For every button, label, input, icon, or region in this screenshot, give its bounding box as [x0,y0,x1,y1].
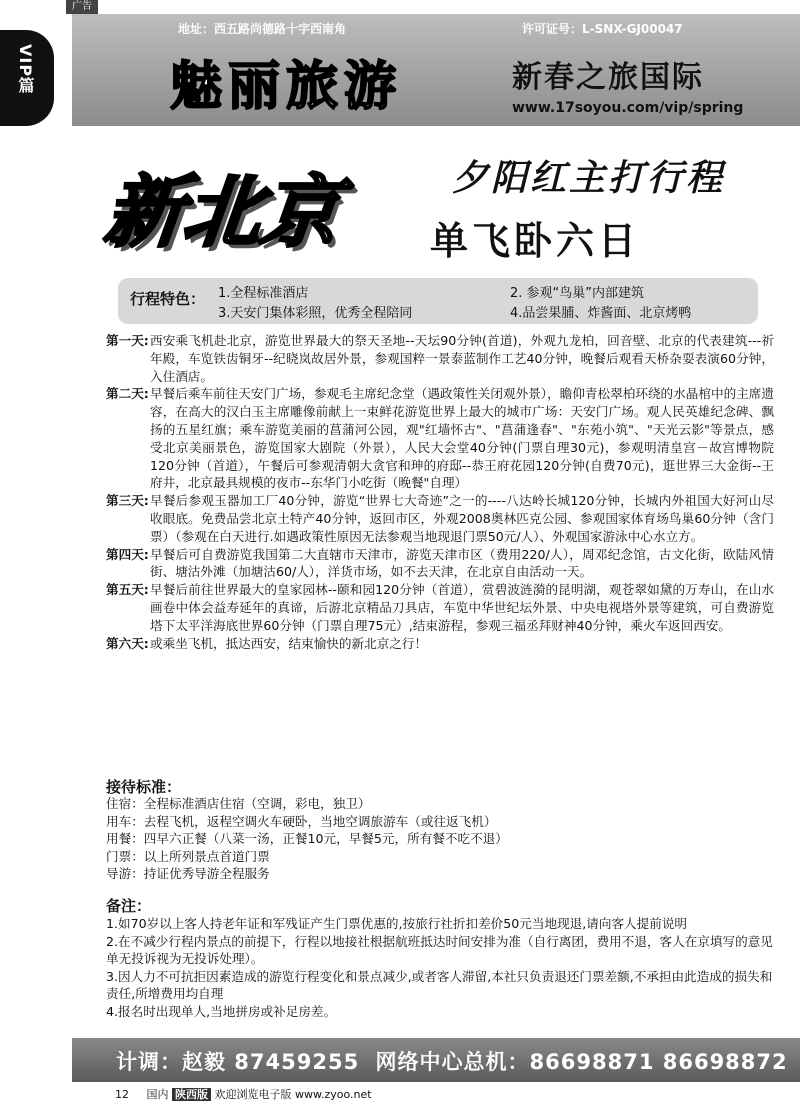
features-label: 行程特色： [130,290,206,308]
footer-edition: 陕西版 [172,1088,211,1101]
planner-contact: 计调：赵毅 87459255 [116,1050,360,1074]
vip-tab-label: VIP篇 [16,44,35,95]
ad-label: 广告 [66,0,98,14]
standard-item: 用车：去程飞机，返程空调火车硬卧，当地空调旅游车（或往返飞机） [106,813,497,829]
feature-item: 4.品尝果脯、炸酱面、北京烤鸭 [510,306,692,321]
standards-title: 接待标准： [106,778,182,796]
day-description: 早餐后参观玉器加工厂40分钟，游览“世界七大奇迹”之一的----八达岭长城120分钟，长城内外祖国大好河山尽收眼底。免费品尝北京土特产40分钟，返回市区，外观2008奥林匹克公园、参观国家体育场鸟巢60分钟（含门票）（参观在白天进行.如遇政策性原因无法参观当地现退门票50元/人）、外观国家游泳中心水立方。 [150,493,774,544]
itinerary-day [106,635,774,653]
itinerary-day [106,581,774,634]
note-item: 2.在不减少行程内景点的前提下，行程以地接社根据航班抵达时间安排为准（自行离团，费用不退，客人在京填写的意见单无投诉视为无投诉处理）。 [106,933,773,967]
standard-item: 门票：以上所列景点首道门票 [106,848,270,864]
note-item: 1.如70岁以上客人持老年证和军残证产生门票优惠的,按旅行社折扣差价50元当地现退,请向客人提前说明 [106,916,688,931]
notes-title: 备注： [106,897,152,915]
note-item: 4.报名时出现单人,当地拼房或补足房差。 [106,1003,337,1019]
itinerary-day [106,385,774,492]
day-description: 或乘坐飞机，抵达西安，结束愉快的新北京之行！ [150,635,428,651]
day-label: 第四天: [106,546,149,562]
footer-section: 国内 [146,1088,169,1101]
notes-list [106,915,776,1021]
day-description: 西安乘飞机赴北京，游览世界最大的祭天圣地--天坛90分钟(首道)，外观九龙柏，回音壁、北京的代表建筑---祈年殿，车览铁齿铜牙--纪晓岚故居外景，参观国粹一景泰蓝制作工艺40分钟，晚餐后观看天桥杂耍表演60分钟，入住酒店。 [150,333,774,384]
standard-item: 住宿：全程标准酒店住宿（空调，彩电，独卫） [106,796,371,811]
day-label: 第六天: [106,635,149,651]
contact-bar [72,1038,800,1082]
license-number: 许可证号：L-SNX-GJ00047 [522,22,683,36]
note-item: 3.因人力不可抗拒因素造成的游览行程变化和景点减少,或者客人滞留,本社只负责退还门票差额,不承担由此造成的损失和责任,所增费用均自理 [106,968,773,1002]
day-label: 第二天: [106,386,149,402]
day-label: 第三天: [106,493,149,509]
day-description: 早餐后前往世界最大的皇家园林--颐和园120分钟（首道），赏碧波涟漪的昆明湖，观苍翠如黛的万寿山，在山水画卷中体会益寿延年的真谛，后游北京精品刀具店，车览中华世纪坛外景、中央电视塔外景等建筑，可自费游览塔下太平洋海底世界60分钟（门票自理75元）,结束游程，参观三福丞拜财神40分钟，乘火车返回西安。 [150,582,774,633]
slogan: 新春之旅国际 [512,60,704,95]
subtitle-duration: 单飞卧六日 [430,219,641,263]
standard-item: 导游：持证优秀导游全程服务 [106,866,270,882]
network-contact: 网络中心总机：86698871 86698872 [375,1050,788,1074]
feature-item: 1.全程标准酒店 [218,286,309,301]
features-box [118,278,758,324]
standards-list [106,795,508,883]
vip-tab[interactable] [0,30,54,126]
brand-logo-text: 魅丽旅游 [170,56,403,117]
feature-item: 3.天安门集体彩照，优秀全程陪同 [218,306,413,321]
standard-item: 用餐：四早六正餐（八菜一汤，正餐10元，早餐5元，所有餐不吃不退） [106,831,508,847]
itinerary [106,332,774,652]
day-label: 第一天: [106,333,149,348]
address: 地址：西五路尚德路十字西南角 [178,22,347,36]
website-link[interactable]: www.17soyou.com/vip/spring [512,100,744,116]
day-description: 早餐后可自费游览我国第二大直辖市天津市，游览天津市区（费用220/人），周邓纪念馆，古文化街，欧陆风情街、塘沽外滩（加塘沽60/人），洋货市场，如不去天津，在北京自由活动一天。 [150,546,774,580]
footer-text[interactable]: 欢迎浏览电子版 www.zyoo.net [214,1088,372,1101]
feature-item: 2. 参观“鸟巢”内部建筑 [510,286,645,301]
itinerary-day [106,546,774,582]
main-title: 新北京 [100,167,345,258]
day-description: 早餐后乘车前往天安门广场，参观毛主席纪念堂（遇政策性关闭观外景），瞻仰青松翠柏环绕的水晶棺中的主席遗容，在高大的汉白玉主席雕像前献上一束鲜花游览世界上最大的城市广场：天安门广场。观人民英雄纪念碑、飘扬的五星红旗；乘车游览美丽的菖蒲河公园，观"红墙怀古"、"菖蒲逢春"、"东苑小筑"、"天光云影"等景点，感受北京美丽景色，游览国家大剧院（外景），人民大会堂40分钟(门票自理30元)，参观明清皇宫－故宫博物院120分钟（首道），午餐后可参观清朝大贪官和珅的府邸--恭王府花园120分钟(自费70元)，逛世界三大金街--王府井，北京最具规模的夜市--东华门小吃街（晚餐"自理） [150,386,774,491]
subtitle-tour-type: 夕阳红主打行程 [452,158,726,199]
page-number: 12 [115,1088,129,1101]
itinerary-day [106,332,774,385]
itinerary-day [106,492,774,545]
day-label: 第五天: [106,582,149,598]
